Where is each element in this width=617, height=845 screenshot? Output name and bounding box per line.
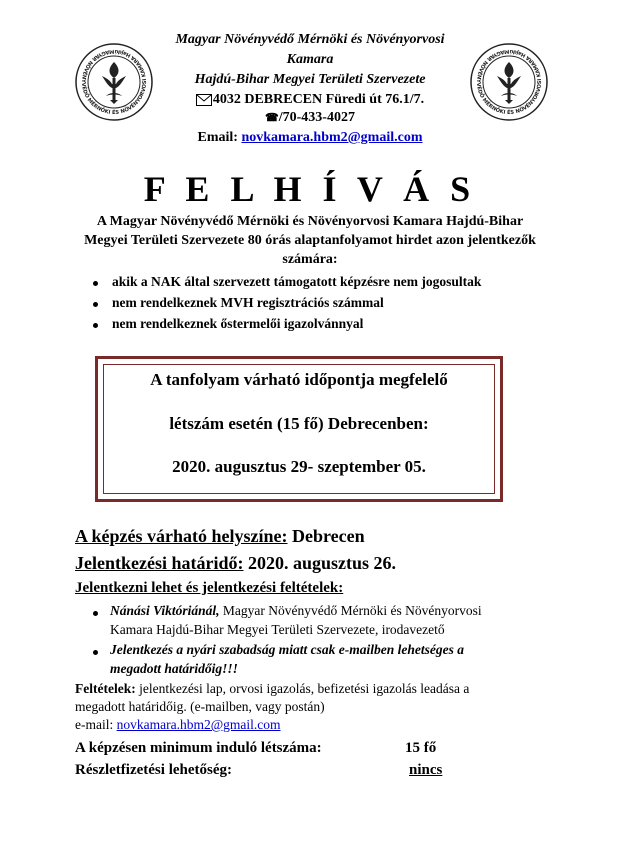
apply-bullet-2: Jelentkezés a nyári szabadság miatt csak e-mailben lehetséges a (110, 642, 464, 657)
bullet-item: nem rendelkeznek MVH regisztrációs számmal (112, 295, 384, 310)
header-line-3: Hajdú-Bihar Megyei Területi Szervezete (194, 72, 426, 87)
apply-bullet-2-line-2: megadott határidőig!!! (110, 661, 238, 676)
conditions-email-link[interactable]: novkamara.hbm2@gmail.com (116, 717, 281, 732)
venue-line (75, 526, 365, 547)
svg-text:MAGYAR NÖVÉNYVÉDŐ MÉRNÖKI ÉS N: MAGYAR NÖVÉNYVÉDŐ MÉRNÖKI ÉS NÖVÉNYORVOSI KAMARA Hajdú (80, 47, 149, 117)
intro-line-1: A Magyar Növényvédő Mérnöki és Növényorvosi Kamara Hajdú-Bihar (96, 214, 524, 229)
minimum-value: 15 fő (405, 740, 437, 756)
phone-icon: ☎ (265, 112, 279, 124)
intro-line-2: Megyei Területi Szervezete 80 órás alaptanfolyamot hirdet azon jelentkezők (84, 233, 536, 248)
header-line-1: Magyar Növényvédő Mérnöki és Növényorvosi (175, 32, 445, 47)
envelope-icon (196, 94, 212, 106)
installment-value: nincs (409, 762, 443, 778)
bullet-dot (93, 650, 98, 655)
installment-label: Részletfizetési lehetőség: (75, 762, 233, 778)
bullet-item: nem rendelkeznek őstermelői igazolvánnyal (112, 316, 364, 331)
apply-bullet-1-line-2: Kamara Hajdú-Bihar Megyei Területi Szervezete, irodavezető (110, 622, 445, 637)
apply-bullet-1: Nánási Viktóriánál, Magyar Növényvédő Mérnöki és Növényorvosi (110, 603, 482, 618)
apply-heading: Jelentkezni lehet és jelentkezési feltételek: (75, 580, 344, 596)
box-line-3: 2020. augusztus 29- szeptember 05. (172, 457, 426, 476)
bullet-dot (93, 611, 98, 616)
venue-label: A képzés várható helyszíne: (75, 526, 288, 546)
svg-text:MAGYAR NÖVÉNYVÉDŐ MÉRNÖKI ÉS N: MAGYAR NÖVÉNYVÉDŐ MÉRNÖKI ÉS NÖVÉNYORVOSI KAMARA Hajdú (475, 47, 544, 117)
header-email-link[interactable]: novkamara.hbm2@gmail.com (241, 130, 423, 145)
bullet-dot (93, 281, 98, 286)
bullet-item: akik a NAK által szervezett támogatott képzésre nem jogosultak (112, 274, 482, 289)
box-line-2: létszám esetén (15 fő) Debrecenben: (169, 414, 429, 433)
intro-line-3: számára: (282, 252, 338, 267)
page-title: F E L H Í V Á S (143, 169, 477, 209)
bullet-dot (93, 323, 98, 328)
bullet-dot (93, 302, 98, 307)
header-line-2: Kamara (286, 52, 334, 67)
conditions-email-line: e-mail: novkamara.hbm2@gmail.com (75, 717, 281, 732)
venue-value: Debrecen (287, 526, 365, 546)
minimum-label: A képzésen minimum induló létszáma: (75, 740, 322, 756)
contact-name: Nánási Viktóriánál, (110, 603, 220, 618)
conditions-line-2: megadott határidőig. (e-mailben, vagy postán) (75, 699, 325, 714)
box-line-1: A tanfolyam várható időpontja megfelelő (150, 370, 448, 389)
header-email-line: Email: novkamara.hbm2@gmail.com (197, 130, 423, 145)
header-address: 4032 DEBRECEN Füredi út 76.1/7. (100, 92, 520, 108)
conditions-label: Feltételek: (75, 681, 136, 696)
conditions-line-1: Feltételek: jelentkezési lap, orvosi igazolás, befizetési igazolás leadása a (75, 681, 470, 696)
header-phone: ☎/70-433-4027 (265, 110, 355, 125)
deadline-value: 2020. augusztus 26. (243, 553, 396, 573)
deadline-line (75, 553, 396, 574)
deadline-label: Jelentkezési határidő: (75, 553, 244, 573)
